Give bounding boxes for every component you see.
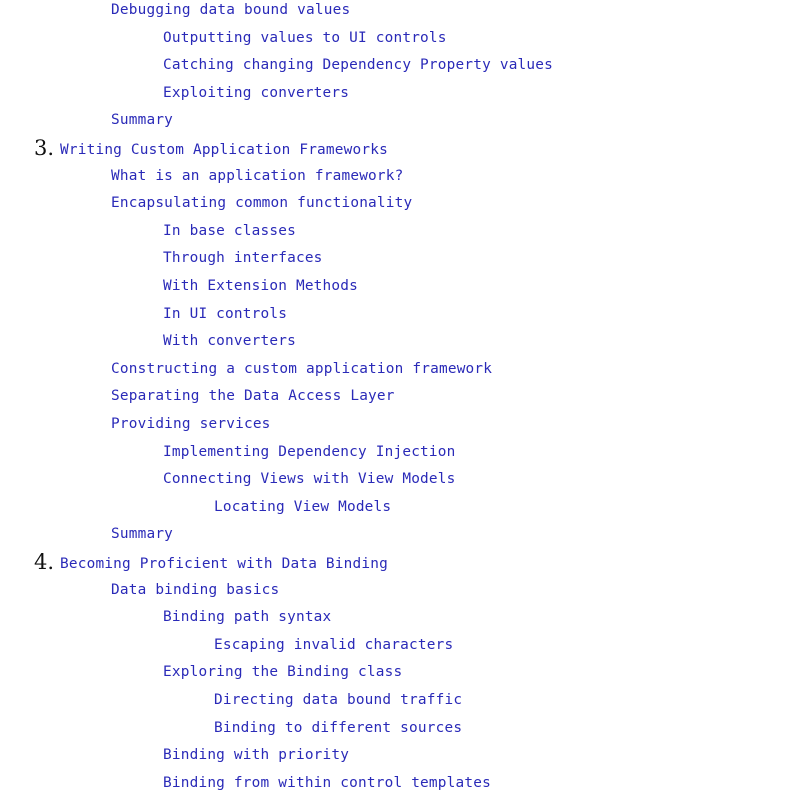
section-link[interactable]: Providing services (111, 416, 271, 432)
section-link[interactable]: Directing data bound traffic (214, 692, 463, 708)
section-link[interactable]: Escaping invalid characters (214, 636, 454, 653)
toc-entry (0, 272, 800, 300)
section-link[interactable]: Binding from within control templates (163, 774, 491, 791)
toc-chapter-entry (0, 134, 800, 162)
section-link[interactable]: What is an application framework? (111, 167, 404, 184)
toc-chapter-entry (0, 548, 800, 576)
section-link[interactable]: Binding to different sources (214, 719, 463, 736)
toc-entry (0, 79, 800, 107)
chapter-number: 4. (34, 550, 55, 574)
section-link[interactable]: Catching changing Dependency Property values (163, 57, 554, 74)
toc-entry (0, 686, 800, 714)
toc-entry (0, 382, 800, 410)
toc-entry (0, 189, 800, 217)
toc-entry (0, 106, 800, 134)
section-link[interactable]: Through interfaces (163, 250, 323, 267)
section-link[interactable]: Outputting values to UI controls (163, 29, 447, 46)
toc-entry (0, 300, 800, 328)
section-link[interactable]: Connecting Views with View Models (163, 471, 456, 488)
toc-entry (0, 24, 800, 52)
section-link[interactable]: In UI controls (163, 305, 288, 322)
section-link[interactable]: Encapsulating common functionality (111, 195, 413, 212)
toc-entry (0, 631, 800, 659)
chapter-title-link[interactable]: Writing Custom Application Frameworks (60, 142, 388, 158)
toc-entry (0, 658, 800, 686)
toc-entry (0, 576, 800, 604)
toc-entry (0, 438, 800, 466)
section-link[interactable]: Data binding basics (111, 581, 280, 598)
section-link[interactable]: Binding path syntax (163, 609, 332, 626)
toc-entry (0, 162, 800, 190)
toc-entry (0, 51, 800, 79)
section-link[interactable]: Constructing a custom application framework (111, 360, 493, 377)
toc-entry (0, 465, 800, 493)
section-link[interactable]: Summary (111, 112, 174, 129)
section-link[interactable]: Exploring the Binding class (163, 664, 403, 681)
chapter-number: 3. (34, 136, 55, 160)
section-link[interactable]: In base classes (163, 222, 296, 239)
section-link[interactable]: With Extension Methods (163, 278, 359, 294)
toc-entry (0, 714, 800, 742)
toc-entry (0, 410, 800, 438)
section-link[interactable]: With converters (163, 333, 296, 350)
toc-entry (0, 327, 800, 355)
chapter-title-link[interactable]: Becoming Proficient with Data Binding (60, 556, 388, 572)
toc-entry (0, 355, 800, 383)
toc-entry (0, 244, 800, 272)
section-link[interactable]: Locating View Models (214, 498, 392, 515)
toc-entry (0, 769, 800, 797)
section-link[interactable]: Summary (111, 526, 174, 543)
toc-entry (0, 520, 800, 548)
section-link[interactable]: Implementing Dependency Injection (163, 443, 456, 460)
toc-entry (0, 493, 800, 521)
section-link[interactable]: Binding with priority (163, 747, 350, 764)
toc-entry (0, 0, 800, 24)
section-link[interactable]: Debugging data bound values (111, 2, 351, 18)
section-link[interactable]: Separating the Data Access Layer (111, 388, 395, 405)
toc-entry (0, 217, 800, 245)
section-link[interactable]: Exploiting converters (163, 84, 350, 101)
toc-entry (0, 603, 800, 631)
toc-entry (0, 741, 800, 769)
